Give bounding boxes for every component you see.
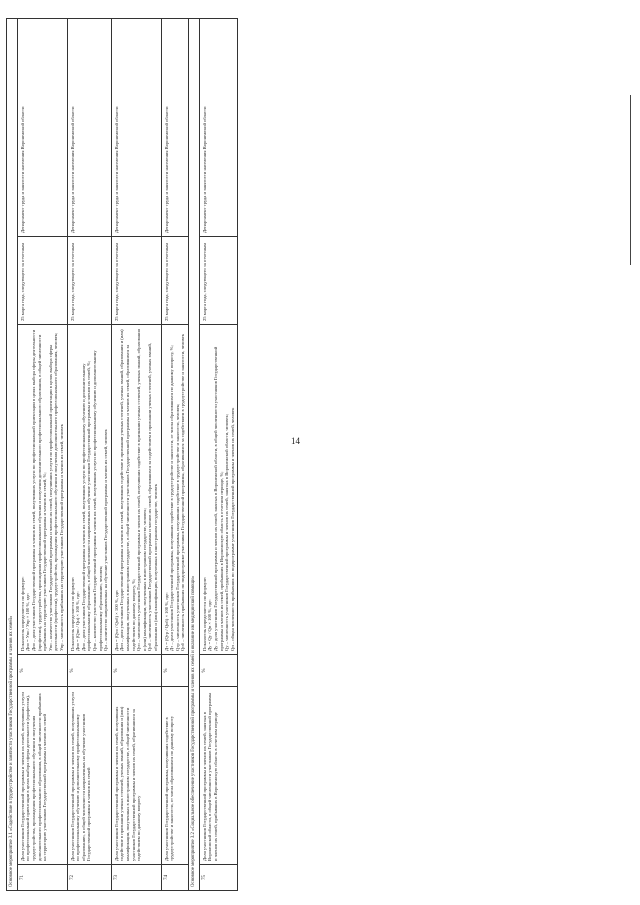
table-row xyxy=(111,18,161,890)
method-paragraph: Ду = Qу / Qп × 100 %, где: xyxy=(207,599,213,651)
method-paragraph: Доп = (Qсо / Qоб) × 100 %, где: xyxy=(113,589,119,651)
unit-of-measure: % xyxy=(161,655,188,687)
method-paragraph: Qоб – численность прибывших по подпрограмме участников Государственной программы, обратившихся за содействием в трудоустройстве и занятости, человек xyxy=(180,334,186,651)
reporting-deadline: 25 марта года, следующего за отчетным xyxy=(67,237,111,325)
indicator-number: 73 xyxy=(111,865,161,891)
indicator-number: 71 xyxy=(17,865,67,891)
responsible-executor: Департамент труда и занятости населения Воронежской области xyxy=(199,18,238,236)
responsible-executor: Департамент труда и занятости населения Воронежской области xyxy=(67,18,111,236)
method-paragraph: Упо – количество участников Государственной программы и членов их семей, получивших услуги по профессиональной ориентации в целях выбора сферы деятельности (профессии), трудоустройства, прохождения профессионального обучения и получения дополнительного профессионального образования, человек; Упр – численность прибывших на территорию участников Государственной программы и членов их семей, человек xyxy=(47,332,64,651)
calculation-method xyxy=(161,325,188,655)
reporting-deadline: 25 марта года, следующего за отчетным xyxy=(161,237,188,325)
indicator-name: Доля участников Государственной программы, получивших содействие в трудоустройстве и занятости, от числа обратившихся по данному вопросу xyxy=(161,687,188,865)
responsible-executor: Департамент труда и занятости населения Воронежской области xyxy=(111,18,161,236)
calculation-method xyxy=(199,325,238,655)
responsible-executor: Департамент труда и занятости населения Воронежской области xyxy=(17,18,67,236)
method-paragraph: Дпо – доля участников Государственной программы и членов их семей, получивших услуги по профессиональной ориентации в целях выбора сферы деятельности (профессии), трудоустройства, прохождения профессионального обучения и получения дополнительного профессионального образования, в общей численности прибывших на территорию участников Государственной программы и членов их семей, %; xyxy=(31,329,48,651)
calculation-method xyxy=(17,325,67,655)
method-paragraph: Дпо – доля участников Государственной программы и членов их семей, получивших услуги по профессиональному обучению и дополнительному профессиональному образованию, в общей численности направленных на обучение участников Государственной программы и членов их семей, %; xyxy=(80,360,92,651)
reporting-deadline: 25 марта года, следующего за отчетным xyxy=(17,237,67,325)
indicator-name: Доля участников Государственной программы и членов их семей, получивших услуги по профессиональной ориентации в целях выбора сферы деятельности (профессии), трудоустройства, прохождения профессионального обучения и получения дополнительного профессионального образования, в общей численности прибывших на территорию участников Государственной программы и членов их семей xyxy=(17,687,67,865)
section-header-row xyxy=(7,18,18,890)
method-paragraph: Qу – численность участников Государственной программы и членов их семей, занятых в Воронежской области, человек; xyxy=(224,414,230,651)
indicator-name: Доля участников Государственной программы и членов их семей, получивших услуги по профессиональному обучению и дополнительному профессиональному образованию, в общей численности направленных на обучение участников Государственной программы и членов их семей xyxy=(67,687,111,865)
unit-of-measure: % xyxy=(199,655,238,687)
indicator-number: 75 xyxy=(199,865,238,891)
method-paragraph: Показатель определяется по формуле: xyxy=(201,576,207,651)
method-paragraph: Qоб – численность участников Государственной программы и членов их семей, обратившихся за содействием в признании ученых степеней, ученых званий, образования и (или) квалификации, полученных в иностранном государстве, человек xyxy=(147,343,158,651)
section-title: Основное мероприятие 3.1 «Содействие в трудоустройстве и занятости участников Государственной программы и членов их семей» xyxy=(7,18,18,890)
method-paragraph: Qп – общая численность прибывших по подпрограмме участников Государственной программы и членов их семей, человек xyxy=(229,407,235,651)
indicator-number: 72 xyxy=(67,865,111,891)
method-paragraph: Qсо – численность участников Государственной программы и членов их семей, получивших содействие в признании ученых степеней, ученых званий, образования и (или) квалификации, полученных в иностранном государстве, человек; xyxy=(136,329,147,651)
method-paragraph: Показатель определяется по формуре: xyxy=(19,576,25,651)
section-header-row xyxy=(188,18,199,890)
table-row xyxy=(199,18,238,890)
table-row xyxy=(17,18,67,890)
method-paragraph: Дт = (Qтр / Qоб) × 100 %, где: xyxy=(163,592,169,651)
method-paragraph: Дпо = Упо / Упр × 100 %, где: xyxy=(25,593,31,651)
method-paragraph: Показатель определяется по формуле: xyxy=(69,576,75,651)
method-paragraph: Дт – доля участников Государственной программы, получивших содействие в трудоустройстве и занятости, от числа обратившихся по данному вопросу, %; xyxy=(169,345,175,651)
table-row xyxy=(161,18,188,890)
method-paragraph: Доп – доля участников Государственной программы и членов их семей, получивших содействие в признании ученых степеней, ученых званий, образования и (или) квалификации, полученных в иностранном государстве, в общей численности участников Государственной программы и членов их семей, обратившихся за содействием по данному вопросу, %; xyxy=(119,329,136,651)
indicator-name: Доля участников Государственной программы и членов их семей, занятых в Воронежской области, в общей численности участников Государственной программы и членов их семей, прибывших в Воронежскую область в отчетном периоде xyxy=(199,687,238,865)
unit-of-measure: % xyxy=(111,655,161,687)
indicators-table xyxy=(6,18,238,891)
unit-of-measure: % xyxy=(17,655,67,687)
reporting-deadline: 25 марта года, следующего за отчетным xyxy=(199,237,238,325)
page-number: 14 xyxy=(291,436,300,446)
reporting-deadline: 25 марта года, следующего за отчетным xyxy=(111,237,161,325)
indicator-name: Доля участников Государственной программы и членов их семей, получивших содействие в признании ученых степеней, ученых званий, образования и (или) квалификации, полученных в иностранном государстве, в общей численности участников Государственной программы и членов их семей, обратившихся за содействием по данному вопросу xyxy=(111,687,161,865)
method-paragraph: Qтр – численность участников Государственной программы, получивших содействие в трудоустройстве и занятости, человек; xyxy=(174,403,180,651)
footnote-line xyxy=(630,95,631,265)
calculation-method xyxy=(111,325,161,655)
method-paragraph: Qн – количество направленных на обучение участников Государственной программы и членов их семей, человек xyxy=(103,429,109,651)
indicator-number: 74 xyxy=(161,865,188,891)
method-paragraph: Дпо = (Qпо / Qн) × 100 %, где: xyxy=(75,591,81,651)
table-row xyxy=(67,18,111,890)
method-paragraph: Qпо – количество участников Государственной программы и членов их семей, получивших услуги по профессиональному обучению и дополнительному профессиональному образованию, человек; xyxy=(91,350,103,651)
section-title: Основное мероприятие 3.2 «Социальное обеспечение участников Государственной программы и членов их семей и оказание им медицинской помощи» xyxy=(188,18,199,890)
method-paragraph: Ду – доля участников Государственной программы и членов их семей, занятых в Воронежской области, в общей численности участников Государственной программы и членов их семей, прибывших в Воронежскую область в отчетном периоде, %; xyxy=(212,346,224,651)
calculation-method xyxy=(67,325,111,655)
responsible-executor: Департамент труда и занятости населения Воронежской области xyxy=(161,18,188,236)
unit-of-measure: % xyxy=(67,655,111,687)
